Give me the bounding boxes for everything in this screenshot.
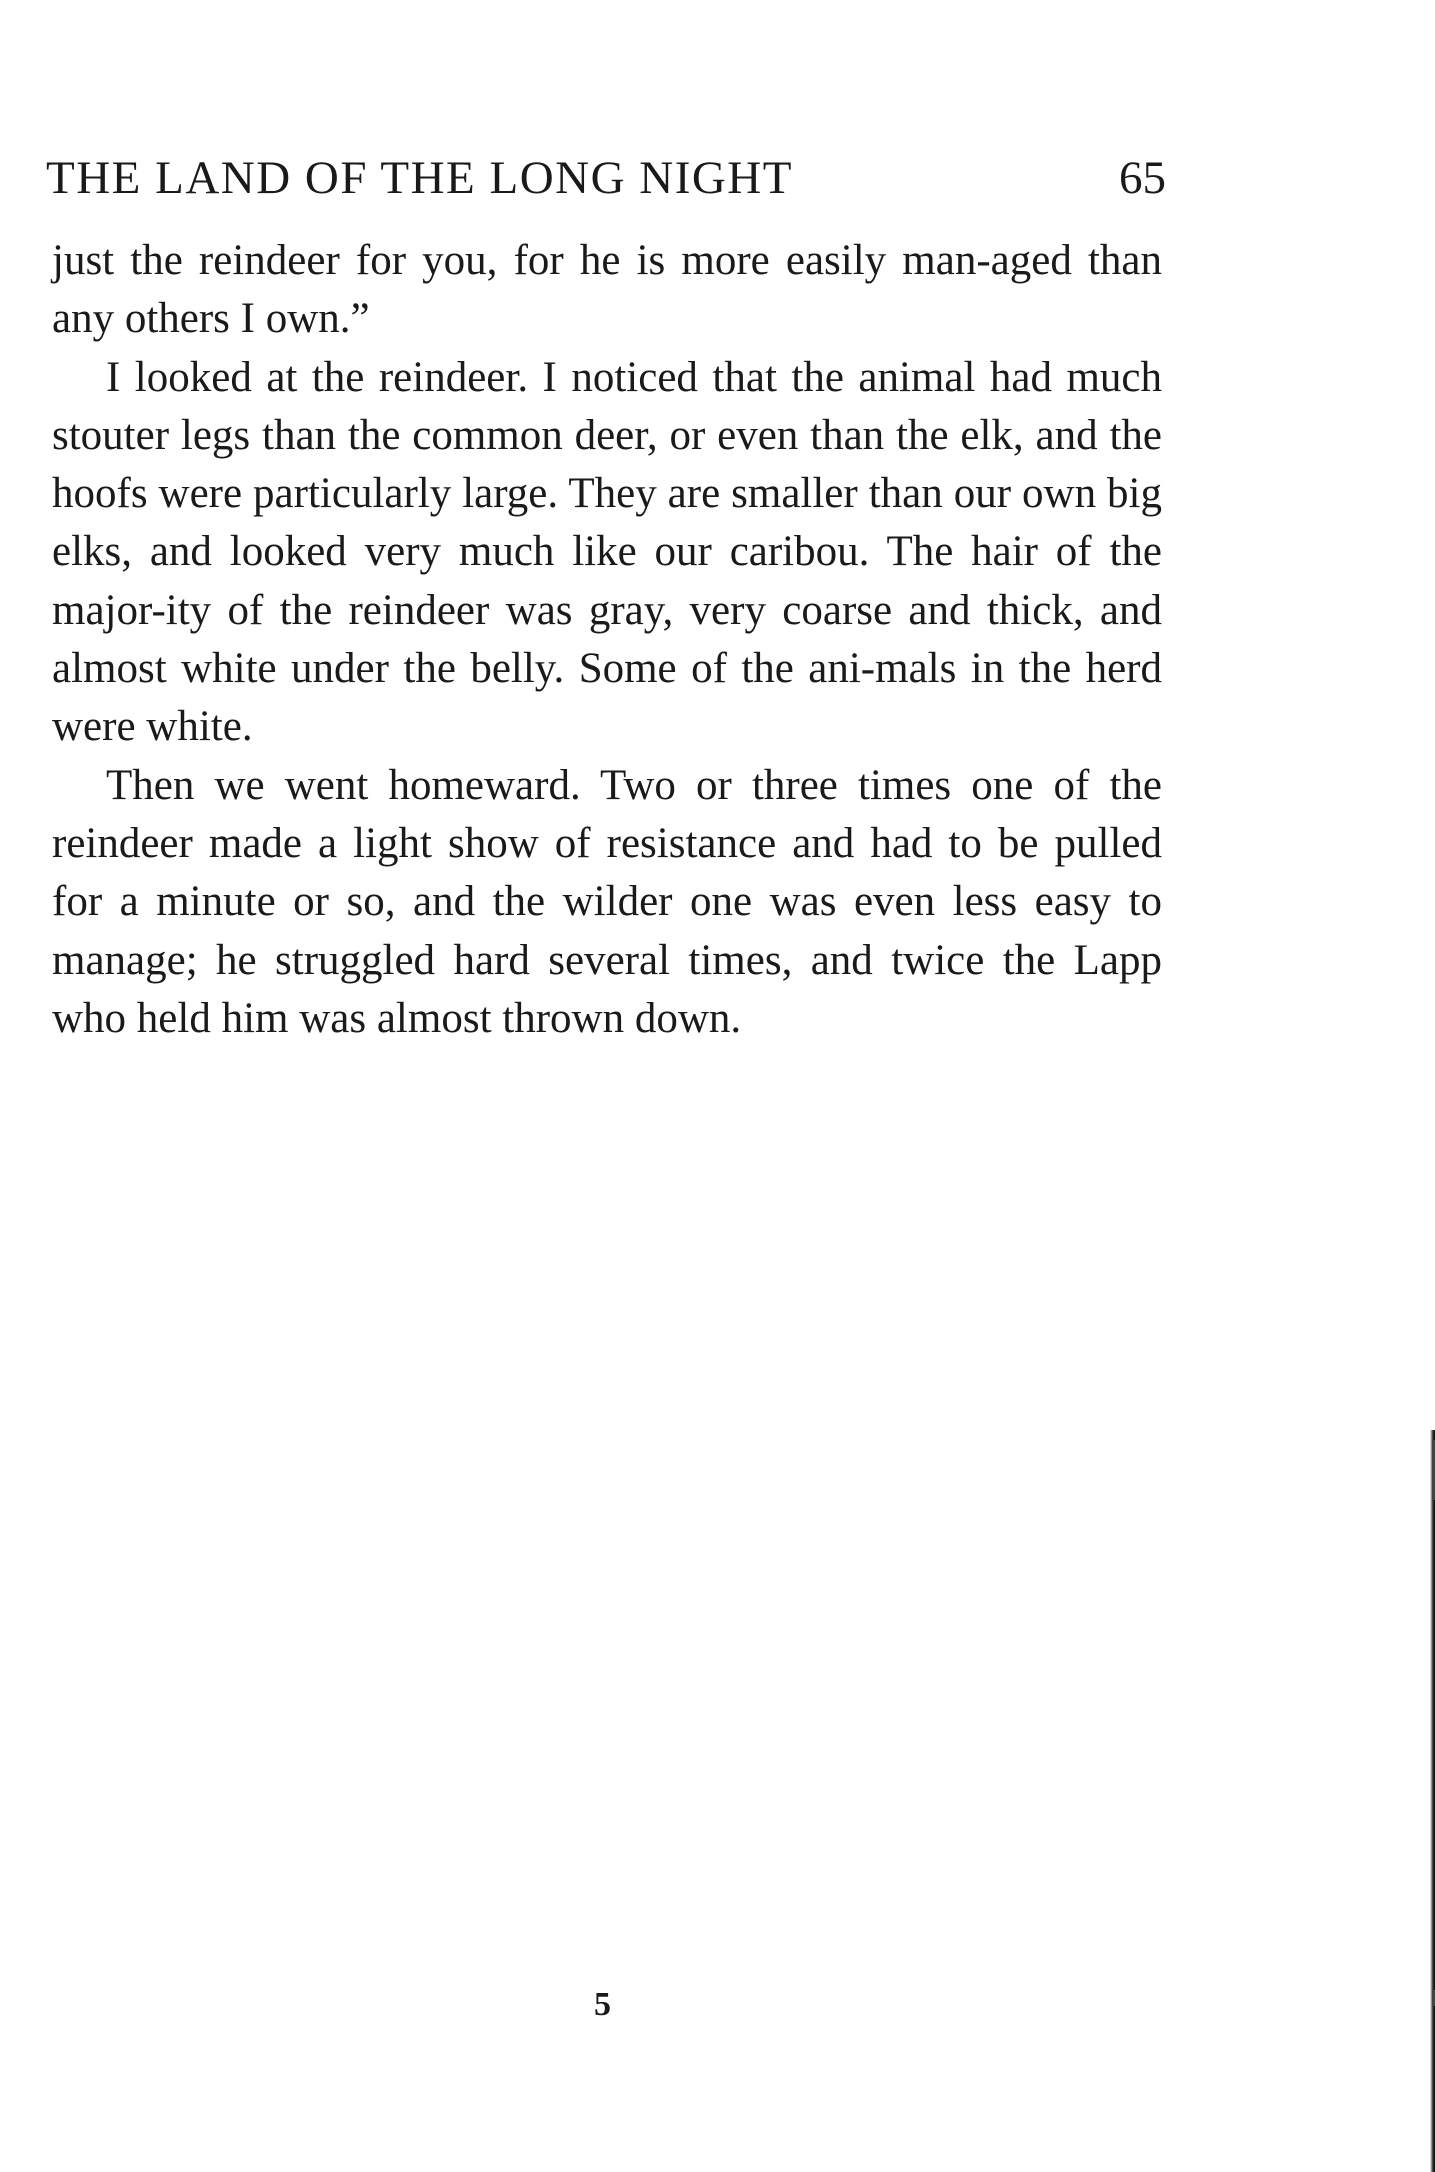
running-head xyxy=(46,143,1166,213)
page-edge-shadow xyxy=(1430,1430,1435,2172)
running-title: THE LAND OF THE LONG NIGHT xyxy=(46,152,793,204)
paragraph-reindeer-description: I looked at the reindeer. I noticed that the animal had much stouter legs than the common deer, or even than the elk, and the hoofs were particularly large. They are smaller than our own big elks, and looked very much like our caribou. The hair of the major-ity of the reindeer was gray, very coarse and thick, and almost white under the belly. Some of the ani-mals in the herd were white. xyxy=(52,353,1162,751)
signature-mark: 5 xyxy=(594,1986,611,2023)
paragraph-homeward: Then we went homeward. Two or three times one of the reindeer made a light show of resistance and had to be pulled for a minute or so, and the wilder one was even less easy to manage; he struggled hard several times, and twice the Lapp who held him was almost thrown down. xyxy=(52,761,1162,1042)
paragraph-continuation: just the reindeer for you, for he is more easily man-aged than any others I own.” xyxy=(52,237,1162,343)
body-text xyxy=(52,232,1162,1048)
page-number: 65 xyxy=(1119,152,1166,204)
